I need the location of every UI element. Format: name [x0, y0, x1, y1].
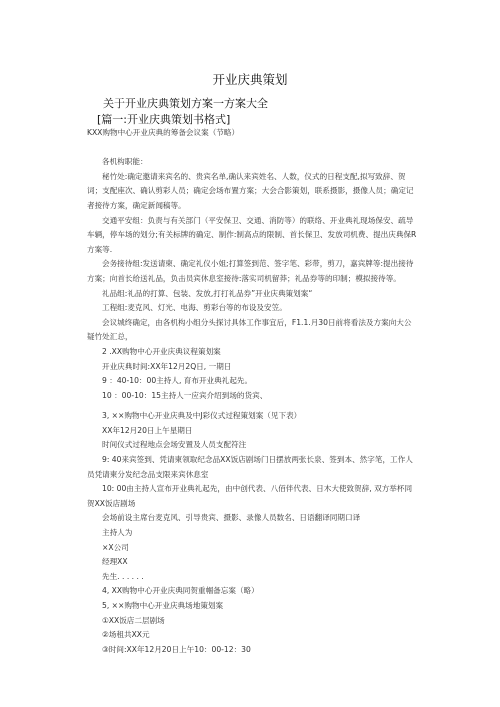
paragraph-secretariat: 秘竹处:确定邀请来宾名的、贵宾名单,确认来宾姓名、人数，仪式的日程支配,拟写致辞、贺词；支配座次、确认剪彩人员；确定会场布置方案；大会合影策划，联系摄影，摄像人员；确定记者接待方案，确定新闻稿等。 [87, 171, 414, 210]
paragraph-gifts: 礼品组:礼品的打算、包装、发放,打打礼品券”开业庆典策划案“ [102, 288, 313, 298]
ceremony-row-setup: 会场前设主席台麦克风、引导贵宾、摄影、录像人员数名、日语翻译同期口译 [102, 513, 361, 523]
spacer [87, 141, 417, 156]
ceremony-row-signin: 9: 40来宾签到、凭请柬领取纪念品XX饭店剧场门日摆放两张长泉、签到本、然字笔，工作人员凭请柬分发纪念品支限来宾休息室 [87, 455, 413, 479]
document-subtitle: 关于开业庆典策划方案一方案大全 [103, 97, 268, 110]
paragraph-engineering: 工程组:麦克风、灯光、电海、剪彩台等的布设及安笠。 [102, 303, 287, 313]
ceremony-date: XX年12月20日上午星期日 [102, 425, 193, 435]
ceremony-heading: 3, ××购物中心开业庆典及中J彩仪式过程策划案（见下表） [102, 411, 302, 421]
host-line-1: 主持人为 [102, 528, 133, 538]
agenda-item-1: 9 ：40-10：00主持人, 育布开业典礼起先。 [102, 376, 253, 386]
host-line-4: 先生. . . . . . [102, 571, 144, 581]
paragraph-reception: 会务接待组:发送请柬、确定礼仪小姐;打算签到范、签字笔、彩带，剪刀，嘉宾牌等:提出接待方案；向首长给送礼品，负击员宾休息室接待:落实司机留莽；礼品券等的印制；模拟接待等。 [87, 259, 414, 283]
host-line-2: ×X公司 [102, 542, 129, 552]
host-line-3: 经理XX [102, 557, 128, 567]
document-title: 开业庆典策划 [212, 72, 288, 87]
chapter-heading: [篇一:开业庆典策划书格式] [97, 113, 231, 126]
venue-item-2: ②场租共XX元 [102, 630, 150, 640]
paragraph-meeting: 会议城终确定，由各机构小组分头探讨具体工作事宜后，F1.1.月30日前将看法及方案向大公疑竹处汇总， [87, 317, 412, 342]
venue-item-3: ③时间:XX年12月20日上午10：00-12：30 [102, 644, 251, 654]
agenda-heading: 2 .XX购物中心开业庆典议程策划案 [102, 346, 221, 356]
agenda-time: 开业庆典时间:XX年12月2Q日, 一期日 [102, 361, 232, 371]
memo-heading: 4, XX购物中心开业庆典同贺重帼备忘案（略） [102, 586, 259, 596]
ceremony-table-header: 时间仪式过程地点会场安置及人员支配符注 [102, 440, 247, 450]
venue-heading: 5, ××购物中心开业庆典场地策划案 [102, 601, 224, 610]
agenda-item-2: 10 ：00-10：15主持人一应宾介绍到场的货宾、 [102, 390, 268, 400]
ceremony-row-opening: 10: 00由主持人宣布开业典礼起先，由中创代表、八佰伴代表、日木大使致贺辞, 双方举杯同贺XX饭店剧场 [87, 484, 413, 508]
paragraph-traffic-safety: 交通平安组：负责与有关部门（平安保卫、交通、消防等）的联络、开业典礼现场保安、疏导车辆，停车场的划分;有关标牌的确定、制作:制高点的限制、首长保卫、发放司机费、提出庆典保R方案等. [87, 215, 417, 254]
intro-line: KXX购物中心开业庆典的筹备会议案（节略） [87, 128, 240, 137]
document-body [87, 126, 417, 657]
venue-item-1: ①XX饭店二层剧场 [102, 615, 165, 625]
section-heading-functions: 各机构职能： [102, 157, 148, 167]
